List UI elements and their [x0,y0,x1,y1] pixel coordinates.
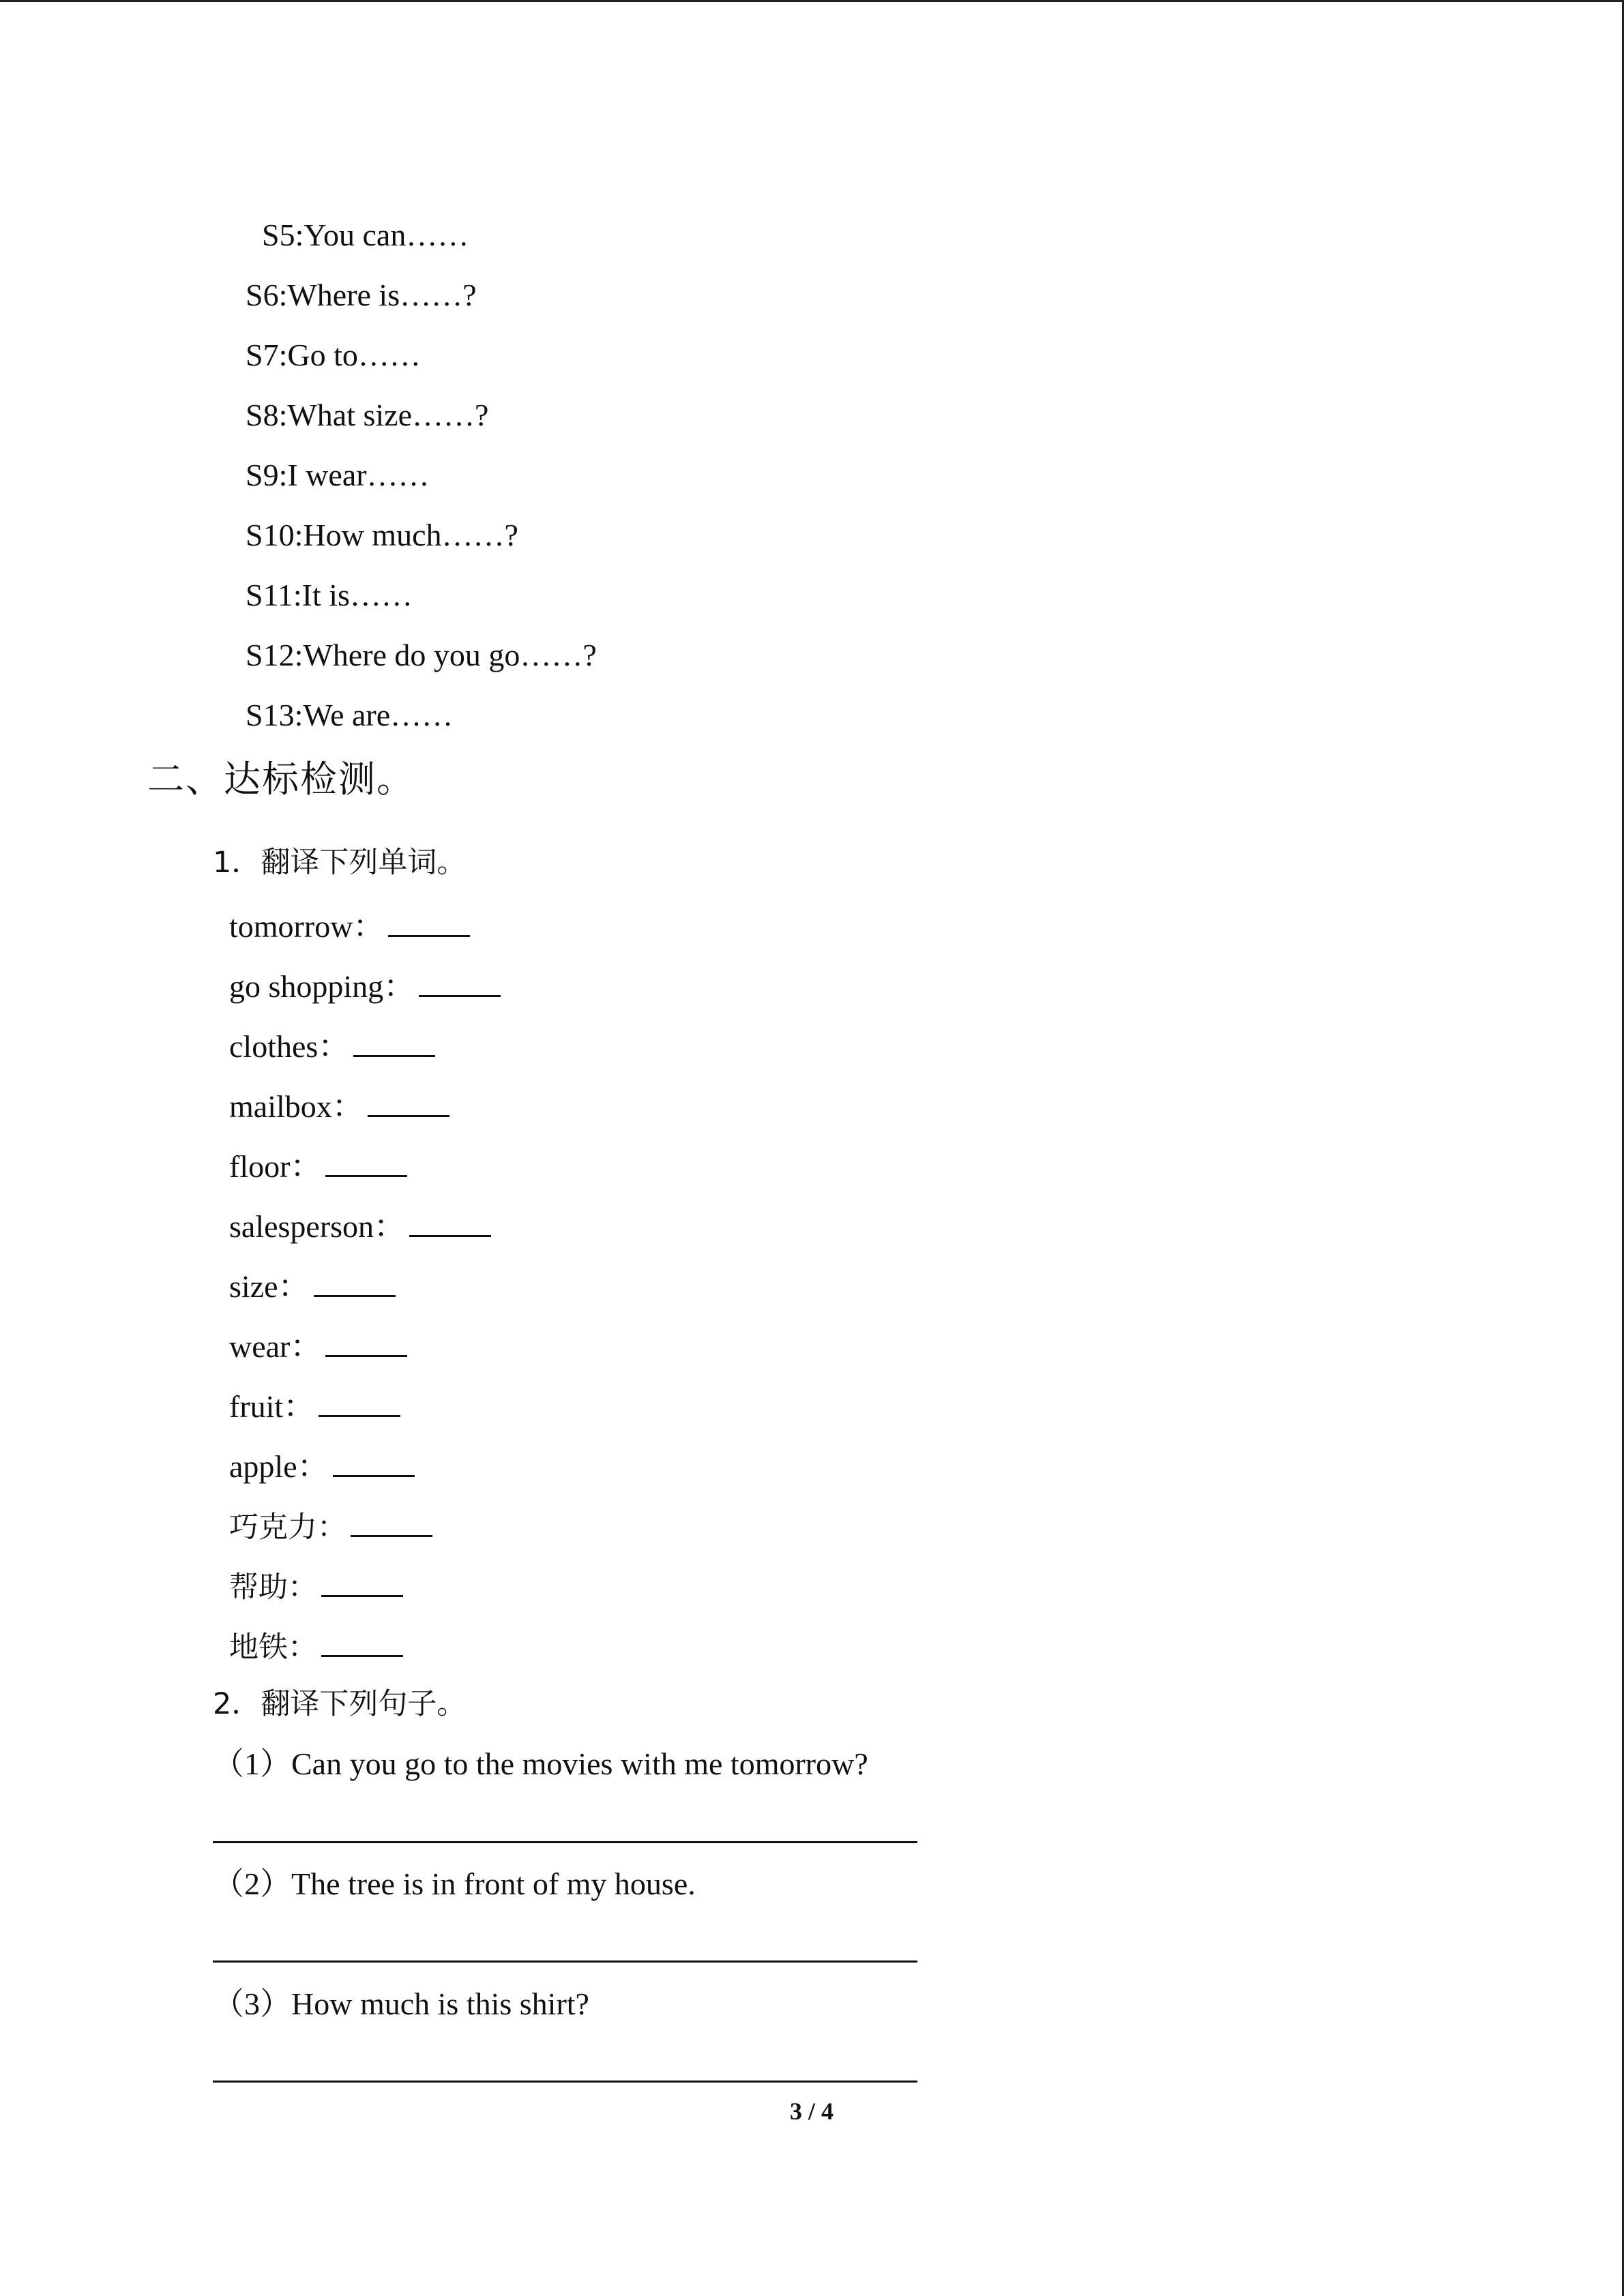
word-label: mailbox： [229,1089,364,1124]
word-label: salesperson： [229,1209,406,1244]
answer-blank[interactable] [353,1024,435,1057]
answer-blank[interactable] [325,1144,407,1177]
answer-blank[interactable] [351,1504,432,1537]
answer-blank[interactable] [388,904,470,937]
word-item [229,1204,491,1247]
answer-blank[interactable] [419,964,501,997]
word-label: size： [229,1269,310,1304]
dialogue-line: S5:You can…… [262,218,469,252]
dialogue-line: S12:Where do you go……? [246,638,597,672]
answer-blank[interactable] [333,1444,415,1477]
dialogue-line: S13:We are…… [246,698,454,732]
part1-title: 1．翻译下列单词。 [213,846,467,880]
word-label: 巧克力： [229,1510,346,1545]
word-item [229,964,501,1007]
word-label: fruit： [229,1389,315,1424]
answer-blank[interactable] [409,1204,491,1237]
word-item [229,1324,407,1367]
word-item [229,1564,403,1608]
answer-blank[interactable] [314,1264,396,1297]
section-heading: 二、达标检测。 [147,758,415,801]
word-label: 帮助： [229,1570,317,1605]
word-item [229,1384,400,1427]
word-item [229,1504,432,1548]
page-number: 3 / 4 [790,2098,834,2125]
dialogue-line: S7:Go to…… [246,338,421,372]
dialogue-line: S9:I wear…… [246,458,430,492]
word-item [229,1084,449,1127]
answer-blank[interactable] [321,1624,403,1657]
word-item [229,1624,403,1668]
sentence-item: （3）How much is this shirt? [213,1986,589,2021]
word-item [229,1024,435,1067]
word-label: apple： [229,1449,329,1484]
dialogue-line: S8:What size……? [246,398,489,432]
sentence-item: （1）Can you go to the movies with me tomorrow? [213,1746,868,1781]
word-item [229,1264,396,1307]
word-label: floor： [229,1149,322,1184]
word-label: 地铁： [229,1630,317,1665]
dialogue-line: S6:Where is……? [246,278,477,312]
answer-blank[interactable] [325,1324,407,1357]
dialogue-line: S11:It is…… [246,578,413,612]
answer-blank[interactable] [368,1084,449,1117]
sentence-answer-line[interactable] [213,2081,917,2083]
dialogue-line: S10:How much……? [246,518,518,552]
sentence-answer-line[interactable] [213,1841,917,1843]
word-item [229,1444,415,1487]
word-item [229,1144,407,1187]
word-label: wear： [229,1329,322,1364]
answer-blank[interactable] [319,1384,400,1417]
word-label: tomorrow： [229,909,385,944]
part2-title: 2．翻译下列句子。 [213,1687,467,1721]
sentence-answer-line[interactable] [213,1960,917,1963]
sentence-item: （2）The tree is in front of my house. [213,1866,696,1901]
answer-blank[interactable] [321,1564,403,1597]
word-label: go shopping： [229,969,415,1004]
word-label: clothes： [229,1029,350,1064]
word-item [229,904,470,947]
